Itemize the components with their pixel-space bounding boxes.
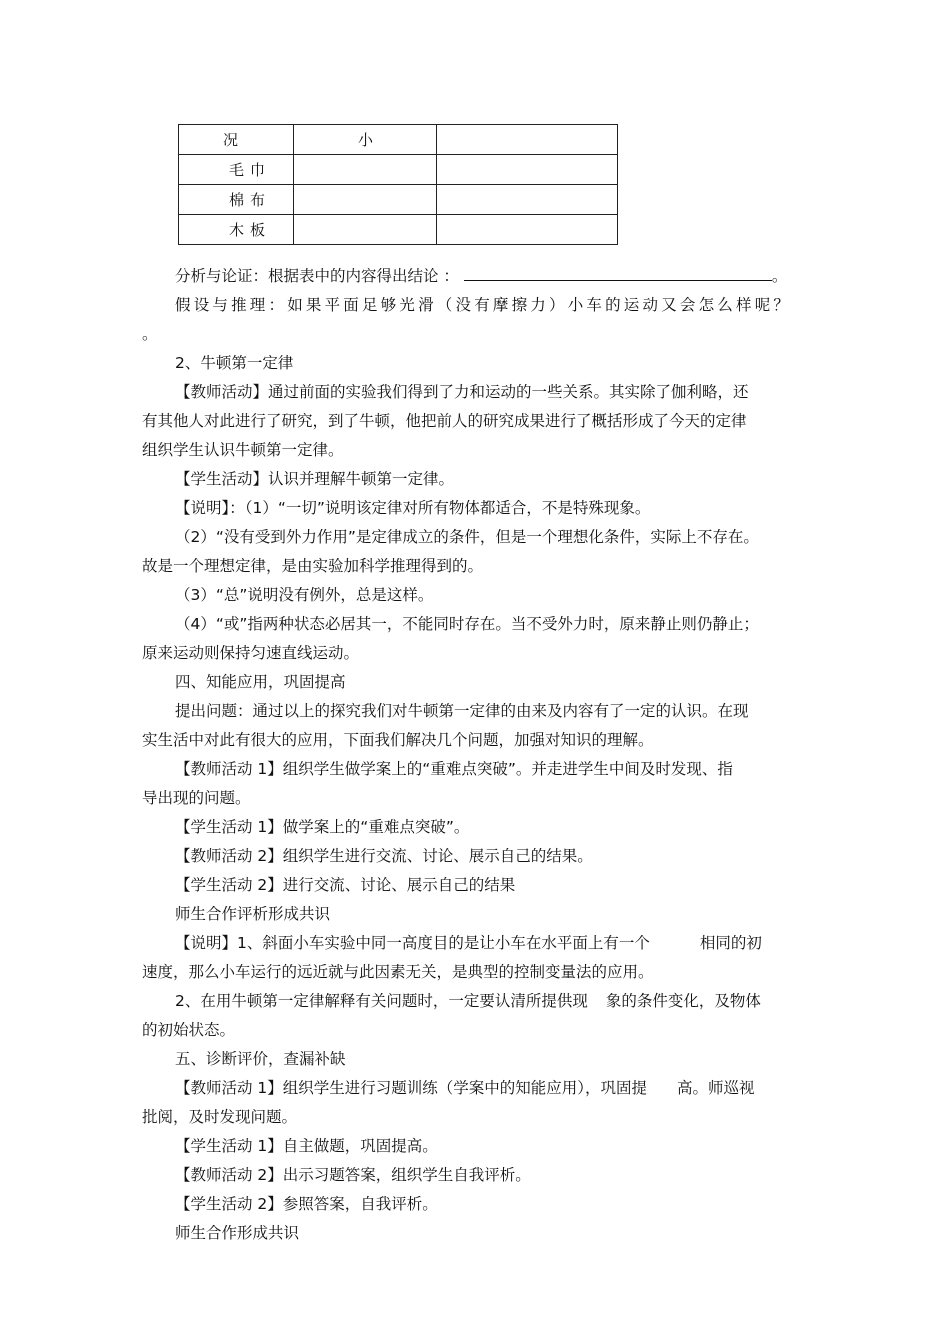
paragraph-line: 故是一个理想定律，是由实验加科学推理得到的。: [142, 557, 484, 575]
note-cell: [437, 185, 618, 215]
explanation-text: 2、在用牛顿第一定律解释有关问题时，一定要认清所提供现: [175, 992, 588, 1010]
paragraph-line: 【说明】：（1）“一切”说明该定律对所有物体都适合，不是特殊现象。: [175, 499, 651, 517]
note-cell: [437, 155, 618, 185]
paragraph-line: 原来运动则保持匀速直线运动。: [142, 644, 360, 662]
hypothesis-line: 假设与推理：如果平面足够光滑（没有摩擦力）小车的运动又会怎么样呢？: [175, 296, 793, 314]
paragraph-line: 【教师活动 2】出示习题答案，组织学生自我评析。: [175, 1166, 531, 1184]
surface-label: 木板: [229, 221, 272, 239]
paragraph-line: 的初始状态。: [142, 1021, 236, 1039]
conclusion-blank[interactable]: [504, 264, 772, 281]
activity-text-cont: 高。师巡视: [677, 1079, 755, 1097]
paragraph-line: 【学生活动 1】自主做题，巩固提高。: [175, 1137, 438, 1155]
paragraph-line: 有其他人对此进行了研究，到了牛顿，他把前人的研究成果进行了概括形成了今天的定律: [142, 412, 747, 430]
distance-cell: [294, 215, 437, 245]
analysis-text: 分析与论证：根据表中的内容得出结论 ：: [175, 267, 459, 285]
paragraph-line: 【教师活动】通过前面的实验我们得到了力和运动的一些关系。其实除了伽利略，还: [175, 383, 749, 401]
paragraph-line: 【学生活动 2】进行交流、讨论、展示自己的结果: [175, 876, 516, 894]
paragraph-line: 组织学生认识牛顿第一定律。: [142, 441, 344, 459]
period-line: 。: [142, 325, 158, 343]
analysis-end: 。: [771, 267, 788, 285]
paragraph-line: 导出现的问题。: [142, 789, 251, 807]
distance-cell: [294, 155, 437, 185]
surface-label: 棉布: [229, 191, 272, 209]
paragraph-line: [142, 929, 822, 958]
observation-table: [178, 124, 618, 245]
paragraph-line: 【学生活动 2】参照答案，自我评析。: [175, 1195, 438, 1213]
table-row: [179, 155, 618, 185]
paragraph-line: [142, 987, 822, 1016]
explanation-text-cont: 象的条件变化，及物体: [605, 992, 761, 1010]
section-heading: 2、牛顿第一定律: [175, 354, 294, 372]
table-header-row: [179, 125, 618, 155]
body-text: [142, 262, 822, 1248]
table-row: [179, 185, 618, 215]
distance-cell: [294, 185, 437, 215]
paragraph-line: 速度，那么小车运行的远近就与此因素无关，是典型的控制变量法的应用。: [142, 963, 654, 981]
explanation-text-cont: 相同的初: [699, 934, 762, 952]
analysis-line: [142, 262, 822, 291]
paragraph-line: 师生合作评析形成共识: [175, 905, 331, 923]
paragraph-line: （2）“没有受到外力作用”是定律成立的条件，但是一个理想化条件，实际上不存在。: [175, 528, 759, 546]
explanation-text: 【说明】1、斜面小车实验中同一高度目的是让小车在水平面上有一个: [175, 934, 650, 952]
table-header-cell: 小: [358, 131, 374, 149]
paragraph-line: 师生合作形成共识: [175, 1224, 300, 1242]
paragraph-line: [142, 1074, 822, 1103]
paragraph-line: 【教师活动 1】组织学生做学案上的“重难点突破”。并走进学生中间及时发现、指: [175, 760, 733, 778]
section-heading: 五、诊断评价，查漏补缺: [175, 1050, 346, 1068]
activity-text: 【教师活动 1】组织学生进行习题训练（学案中的知能应用），巩固提: [175, 1079, 648, 1097]
table-row: [179, 215, 618, 245]
surface-label: 毛巾: [229, 161, 272, 179]
section-heading: 四、知能应用，巩固提高: [175, 673, 346, 691]
paragraph-line: （4）“或”指两种状态必居其一，不能同时存在。当不受外力时，原来静止则仍静止；: [175, 615, 759, 633]
paragraph-line: 【学生活动 1】做学案上的“重难点突破”。: [175, 818, 470, 836]
paragraph-line: 【教师活动 2】组织学生进行交流、讨论、展示自己的结果。: [175, 847, 593, 865]
note-cell: [437, 215, 618, 245]
paragraph-line: 提出问题：通过以上的探究我们对牛顿第一定律的由来及内容有了一定的认识。在现: [175, 702, 749, 720]
paragraph-line: 实生活中对此有很大的应用，下面我们解决几个问题，加强对知识的理解。: [142, 731, 654, 749]
paragraph-line: （3）“总”说明没有例外，总是这样。: [175, 586, 434, 604]
conclusion-blank-short[interactable]: [464, 264, 504, 281]
table-header-cell: 况: [223, 131, 239, 149]
paragraph-line: 【学生活动】认识并理解牛顿第一定律。: [175, 470, 455, 488]
paragraph-line: 批阅，及时发现问题。: [142, 1108, 298, 1126]
